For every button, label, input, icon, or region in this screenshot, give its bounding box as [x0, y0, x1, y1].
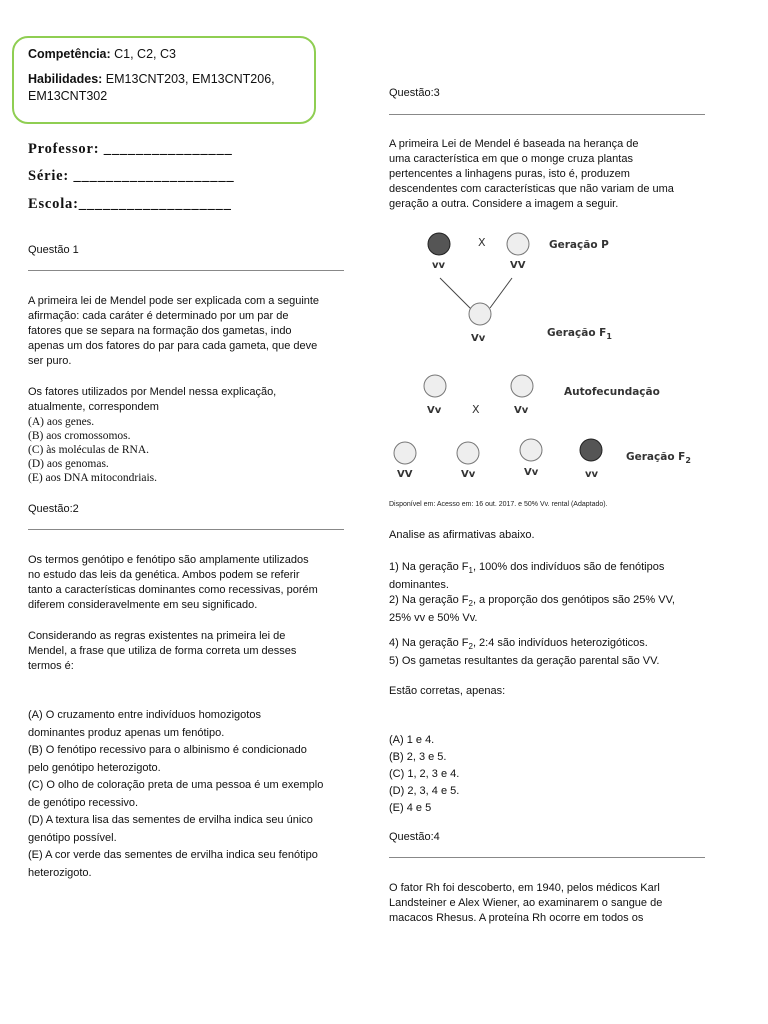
- q2-options: [28, 707, 358, 882]
- q3-s1-sub: 1: [468, 566, 473, 576]
- q2-title: Questão:2: [28, 503, 79, 515]
- escola-field: Escola:___________________: [28, 196, 232, 212]
- q3-option-b: (B) 2, 3 e 5.: [389, 751, 447, 763]
- q2-option-line: dominantes produz apenas um fenótipo.: [28, 726, 225, 739]
- competencia-value: C1, C2, C3: [110, 47, 176, 61]
- label-f1: Vv: [471, 333, 486, 344]
- q1-p1-line: ser puro.: [28, 355, 72, 367]
- label-geracao-f1-text: Geração F: [547, 327, 607, 339]
- q3-s1-text: 1) Na geração F: [389, 561, 469, 573]
- q3-s2-sub: 2: [468, 599, 473, 609]
- label-geracao-f1: [547, 327, 612, 341]
- q3-title: Questão:3: [389, 87, 440, 99]
- q4-p1-line: macacos Rhesus. A proteína Rh ocorre em todos os: [389, 912, 644, 924]
- competencia-line: [28, 46, 300, 63]
- q1-divider: [28, 270, 344, 271]
- q2-p2-line: Considerando as regras existentes na primeira lei de: [28, 630, 286, 642]
- habilidades-label: Habilidades:: [28, 72, 103, 86]
- pea-f2-3: [520, 439, 542, 461]
- q3-source-note: Disponível em: Acesso em: 16 out. 2017. e 50% Vv. rental (Adaptado).: [389, 501, 608, 508]
- q3-statement-5: 5) Os gametas resultantes da geração parental são VV.: [389, 655, 660, 668]
- q3-p1-line: geração a outra. Considere a imagem a seguir.: [389, 198, 619, 210]
- label-geracao-f1-sub: 1: [606, 332, 612, 341]
- q1-option-e: (E) aos DNA mitocondriais.: [28, 472, 158, 484]
- q2-paragraph-1: [28, 553, 358, 613]
- q2-option-line: (A) O cruzamento entre indivíduos homozigotos: [28, 709, 261, 721]
- label-auto-right: Vv: [514, 405, 529, 416]
- q3-analise: Analise as afirmativas abaixo.: [389, 529, 535, 541]
- pea-f2-1: [394, 442, 416, 464]
- cross-symbol-p: X: [478, 236, 486, 249]
- q3-paragraph-1: [389, 137, 719, 212]
- q3-p1-line: A primeira Lei de Mendel é baseada na herança de: [389, 138, 639, 150]
- cross-symbol-auto: X: [472, 403, 480, 416]
- q2-divider: [28, 529, 344, 530]
- q3-statements-2: [389, 636, 719, 669]
- q4-p1-line: O fator Rh foi descoberto, em 1940, pelos médicos Karl: [389, 882, 660, 894]
- label-geracao-f2-text: Geração F: [626, 451, 686, 463]
- q3-option-a: (A) 1 e 4.: [389, 734, 435, 746]
- q3-statement-2: [389, 593, 719, 611]
- q3-p1-line: descendentes com características que não variam de uma: [389, 183, 674, 195]
- q2-option-line: de genótipo recessivo.: [28, 796, 139, 809]
- q4-paragraph-1: [389, 881, 719, 926]
- pea-f2-2: [457, 442, 479, 464]
- q3-option-d: (D) 2, 3, 4 e 5.: [389, 785, 460, 797]
- label-geracao-f2: [626, 451, 691, 465]
- q1-p1-line: fatores que se separa na formação dos gametas, indo: [28, 325, 292, 337]
- q3-p1-line: uma característica em que o monge cruza plantas: [389, 153, 633, 165]
- q1-p2-line: atualmente, correspondem: [28, 401, 159, 413]
- q2-option-line: genótipo possível.: [28, 831, 117, 844]
- habilidades-value-2: EM13CNT302: [28, 89, 108, 103]
- q1-title: Questão 1: [28, 244, 79, 256]
- q2-p2-line: termos é:: [28, 660, 74, 672]
- q1-paragraph-1: [28, 294, 358, 369]
- pea-f1: [469, 303, 491, 325]
- q2-option-line: (D) A textura lisa das sementes de ervilha indica seu único: [28, 814, 313, 826]
- q1-p1-line: A primeira lei de Mendel pode ser explicada com a seguinte: [28, 295, 320, 307]
- label-geracao-p: Geração P: [549, 239, 609, 251]
- q2-p1-line: Os termos genótipo e fenótipo são amplamente utilizados: [28, 554, 309, 566]
- q1-option-d: (D) aos genomas.: [28, 458, 109, 470]
- q3-statement-1-cont: dominantes.: [389, 579, 449, 592]
- q3-s2-text: 2) Na geração F: [389, 594, 469, 607]
- pea-auto-left: [424, 375, 446, 397]
- q1-options: [28, 415, 157, 485]
- pea-f2-4: [580, 439, 602, 461]
- professor-field: Professor: ________________: [28, 141, 233, 157]
- mendel-cross-diagram: [380, 222, 710, 490]
- q1-paragraph-2: [28, 385, 358, 415]
- competencia-label: Competência:: [28, 47, 111, 61]
- q3-options: [389, 732, 459, 817]
- label-geracao-f2-sub: 2: [685, 456, 691, 465]
- q1-option-b: (B) aos cromossomos.: [28, 430, 131, 442]
- habilidades-line: [28, 71, 300, 88]
- pea-recessive-p: [428, 233, 450, 255]
- q2-p2-line: Mendel, a frase que utiliza de forma correta um desses: [28, 645, 297, 657]
- q3-statement-1: [389, 560, 719, 578]
- q3-statement-4: [389, 636, 719, 654]
- q1-option-c: (C) às moléculas de RNA.: [28, 444, 150, 456]
- q3-option-c: (C) 1, 2, 3 e 4.: [389, 768, 460, 780]
- q4-p1-line: Landsteiner e Alex Wiener, ao examinarem o sangue de: [389, 897, 663, 909]
- q2-option-line: (E) A cor verde das sementes de ervilha indica seu fenótipo: [28, 849, 318, 861]
- q2-p1-line: no estudo das leis da genética. Ambos podem se referir: [28, 569, 300, 581]
- q3-s4-sub: 2: [468, 642, 473, 652]
- label-f2-3: Vv: [524, 467, 539, 478]
- q3-p1-line: pertencentes a linhagens puras, isto é, produzem: [389, 168, 630, 180]
- q1-p1-line: apenas um dos fatores do par para cada gameta, que deve: [28, 340, 318, 352]
- q3-divider: [389, 114, 705, 115]
- q1-option-a: (A) aos genes.: [28, 416, 95, 428]
- q4-divider: [389, 857, 705, 858]
- label-f2-2: Vv: [461, 469, 476, 480]
- q2-option-line: pelo genótipo heterozigoto.: [28, 761, 161, 774]
- q3-s2-text-2: , a proporção dos genótipos são 25% VV,: [472, 594, 675, 607]
- q3-statements: [389, 560, 719, 626]
- q3-s4-text-2: , 2:4 são indivíduos heterozigóticos.: [472, 637, 648, 649]
- label-f2-4: vv: [585, 469, 599, 480]
- q2-p1-line: tanto a características dominantes como recessivas, porém: [28, 584, 318, 596]
- pea-dominant-p: [507, 233, 529, 255]
- q2-paragraph-2: [28, 629, 358, 674]
- q3-statement-2-cont: 25% vv e 50% Vv.: [389, 612, 478, 625]
- q3-s1-text-2: , 100% dos indivíduos são de fenótipos: [472, 561, 665, 573]
- label-p-right: VV: [510, 260, 526, 271]
- habilidades-value-1: EM13CNT203, EM13CNT206,: [102, 72, 275, 86]
- label-autofecundacao: Autofecundação: [564, 386, 660, 398]
- q4-title: Questão:4: [389, 831, 440, 843]
- q3-s4-text: 4) Na geração F: [389, 637, 469, 649]
- label-auto-left: Vv: [427, 405, 442, 416]
- q2-option-line: (B) O fenótipo recessivo para o albinismo é condicionado: [28, 744, 307, 756]
- cross-line-right: [490, 278, 512, 308]
- q1-p2-line: Os fatores utilizados por Mendel nessa explicação,: [28, 386, 277, 398]
- q1-p1-line: afirmação: cada caráter é determinado por um par de: [28, 310, 289, 322]
- label-p-left: vv: [432, 260, 446, 271]
- competency-box: [12, 36, 316, 124]
- q3-estao: Estão corretas, apenas:: [389, 685, 506, 697]
- q2-option-line: (C) O olho de coloração preta de uma pessoa é um exemplo: [28, 779, 324, 791]
- label-f2-1: VV: [397, 469, 413, 480]
- q3-option-e: (E) 4 e 5: [389, 802, 432, 814]
- pea-auto-right: [511, 375, 533, 397]
- q2-p1-line: diferem consideravelmente em seu significado.: [28, 599, 258, 611]
- cross-line-left: [440, 278, 472, 310]
- q2-option-line: heterozigoto.: [28, 866, 92, 879]
- serie-field: Série: ____________________: [28, 168, 235, 184]
